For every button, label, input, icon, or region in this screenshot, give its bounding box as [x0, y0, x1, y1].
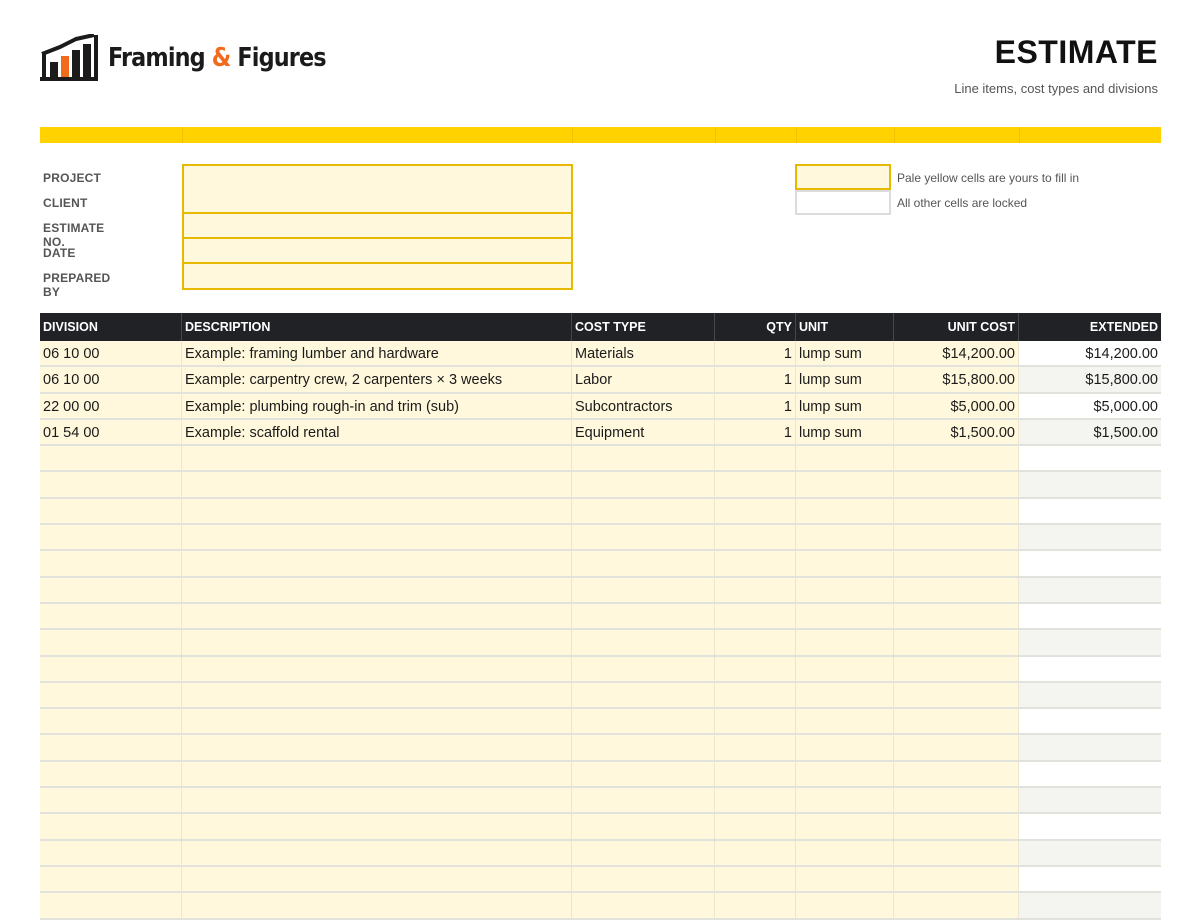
extended-cell — [1019, 525, 1161, 549]
description-cell[interactable] — [182, 525, 572, 549]
qty-cell[interactable] — [715, 814, 796, 838]
division-cell[interactable] — [40, 814, 182, 838]
cost-type-cell[interactable] — [572, 762, 715, 786]
unit-cost-cell[interactable] — [894, 525, 1019, 549]
division-cell[interactable] — [40, 499, 182, 523]
page-subtitle: Line items, cost types and divisions — [954, 81, 1158, 96]
unit-cost-cell[interactable] — [894, 578, 1019, 602]
unit-cost-cell[interactable] — [894, 841, 1019, 865]
division-cell[interactable] — [40, 551, 182, 575]
cost-type-cell[interactable] — [572, 446, 715, 470]
extended-cell: $5,000.00 — [1019, 394, 1161, 418]
table-row — [40, 420, 1161, 446]
division-cell[interactable] — [40, 683, 182, 707]
table-row — [40, 867, 1161, 893]
client-field[interactable] — [182, 189, 573, 214]
unit-cell[interactable]: lump sum — [796, 367, 894, 391]
unit-cell[interactable] — [796, 525, 894, 549]
division-cell[interactable] — [40, 867, 182, 891]
extended-cell — [1019, 788, 1161, 812]
description-cell[interactable]: Example: framing lumber and hardware — [182, 341, 572, 365]
legend-locked-text: All other cells are locked — [897, 196, 1028, 210]
date-field[interactable] — [182, 239, 573, 264]
description-cell[interactable] — [182, 893, 572, 917]
cost-type-cell[interactable] — [572, 630, 715, 654]
description-cell[interactable] — [182, 604, 572, 628]
table-row — [40, 814, 1161, 840]
qty-cell[interactable] — [715, 683, 796, 707]
division-cell[interactable] — [40, 604, 182, 628]
description-cell[interactable] — [182, 657, 572, 681]
unit-cell[interactable] — [796, 472, 894, 496]
description-cell[interactable] — [182, 578, 572, 602]
cost-type-cell[interactable] — [572, 551, 715, 575]
unit-cell[interactable] — [796, 762, 894, 786]
col-header-division: DIVISION — [40, 313, 182, 341]
cost-type-cell[interactable]: Materials — [572, 341, 715, 365]
description-cell[interactable] — [182, 814, 572, 838]
unit-cell[interactable] — [796, 788, 894, 812]
table-header — [40, 313, 1161, 341]
qty-cell[interactable] — [715, 657, 796, 681]
qty-cell[interactable] — [715, 499, 796, 523]
estimate-table — [40, 313, 1161, 920]
table-row — [40, 499, 1161, 525]
description-cell[interactable] — [182, 709, 572, 733]
cost-type-cell[interactable] — [572, 499, 715, 523]
qty-cell[interactable] — [715, 446, 796, 470]
description-cell[interactable] — [182, 551, 572, 575]
cost-type-cell[interactable]: Subcontractors — [572, 394, 715, 418]
table-row — [40, 578, 1161, 604]
unit-cost-cell[interactable] — [894, 657, 1019, 681]
extended-cell — [1019, 578, 1161, 602]
unit-cost-cell[interactable] — [894, 814, 1019, 838]
unit-cost-cell[interactable]: $15,800.00 — [894, 367, 1019, 391]
cost-type-cell[interactable] — [572, 841, 715, 865]
legend-fill-swatch — [795, 164, 891, 190]
division-cell[interactable]: 06 10 00 — [40, 341, 182, 365]
estimate-no-label: ESTIMATE NO. — [43, 221, 105, 249]
description-cell[interactable] — [182, 472, 572, 496]
legend-fill-text: Pale yellow cells are yours to fill in — [897, 171, 1080, 185]
division-cell[interactable]: 22 00 00 — [40, 394, 182, 418]
col-header-cost-type: COST TYPE — [572, 313, 715, 341]
unit-cost-cell[interactable] — [894, 709, 1019, 733]
division-cell[interactable] — [40, 657, 182, 681]
estimate-no-field[interactable] — [182, 214, 573, 239]
table-row — [40, 841, 1161, 867]
unit-cost-cell[interactable] — [894, 683, 1019, 707]
qty-cell[interactable] — [715, 578, 796, 602]
unit-cost-cell[interactable] — [894, 446, 1019, 470]
extended-cell — [1019, 630, 1161, 654]
table-row — [40, 762, 1161, 788]
qty-cell[interactable] — [715, 604, 796, 628]
col-header-unit-cost: UNIT COST — [894, 313, 1019, 341]
date-label: DATE — [43, 246, 76, 260]
unit-cost-cell[interactable] — [894, 472, 1019, 496]
table-row — [40, 472, 1161, 498]
qty-cell[interactable] — [715, 841, 796, 865]
prepared-by-label: PREPARED BY — [43, 271, 111, 299]
unit-cell[interactable] — [796, 604, 894, 628]
unit-cell[interactable] — [796, 446, 894, 470]
extended-cell — [1019, 762, 1161, 786]
unit-cell[interactable] — [796, 630, 894, 654]
header-accent-bar — [40, 127, 1161, 143]
description-cell[interactable] — [182, 841, 572, 865]
client-label: CLIENT — [43, 196, 88, 210]
extended-cell — [1019, 446, 1161, 470]
extended-cell — [1019, 709, 1161, 733]
unit-cell[interactable] — [796, 578, 894, 602]
project-field[interactable] — [182, 164, 573, 191]
table-row — [40, 788, 1161, 814]
unit-cost-cell[interactable]: $5,000.00 — [894, 394, 1019, 418]
qty-cell[interactable] — [715, 709, 796, 733]
qty-cell[interactable] — [715, 630, 796, 654]
description-cell[interactable] — [182, 762, 572, 786]
extended-cell — [1019, 867, 1161, 891]
unit-cost-cell[interactable] — [894, 630, 1019, 654]
qty-cell[interactable]: 1 — [715, 420, 796, 444]
extended-cell — [1019, 893, 1161, 917]
unit-cell[interactable] — [796, 814, 894, 838]
qty-cell[interactable]: 1 — [715, 394, 796, 418]
extended-cell — [1019, 657, 1161, 681]
unit-cell[interactable] — [796, 893, 894, 917]
table-row — [40, 709, 1161, 735]
division-cell[interactable] — [40, 630, 182, 654]
qty-cell[interactable] — [715, 762, 796, 786]
cost-type-cell[interactable] — [572, 867, 715, 891]
division-cell[interactable] — [40, 709, 182, 733]
cost-type-cell[interactable] — [572, 604, 715, 628]
table-row — [40, 630, 1161, 656]
unit-cell[interactable] — [796, 499, 894, 523]
division-cell[interactable] — [40, 893, 182, 917]
qty-cell[interactable] — [715, 551, 796, 575]
description-cell[interactable] — [182, 735, 572, 759]
description-cell[interactable] — [182, 867, 572, 891]
description-cell[interactable]: Example: carpentry crew, 2 carpenters × 3 weeks — [182, 367, 572, 391]
division-cell[interactable] — [40, 788, 182, 812]
extended-cell — [1019, 814, 1161, 838]
legend-locked-swatch — [795, 190, 891, 215]
table-row — [40, 893, 1161, 919]
description-cell[interactable]: Example: scaffold rental — [182, 420, 572, 444]
qty-cell[interactable] — [715, 525, 796, 549]
prepared-by-field[interactable] — [182, 264, 573, 290]
unit-cell[interactable] — [796, 709, 894, 733]
unit-cell[interactable] — [796, 867, 894, 891]
unit-cost-cell[interactable]: $14,200.00 — [894, 341, 1019, 365]
division-cell[interactable] — [40, 735, 182, 759]
cost-type-cell[interactable] — [572, 472, 715, 496]
description-cell[interactable] — [182, 446, 572, 470]
division-cell[interactable] — [40, 472, 182, 496]
extended-cell — [1019, 472, 1161, 496]
unit-cost-cell[interactable] — [894, 735, 1019, 759]
unit-cell[interactable] — [796, 551, 894, 575]
cost-type-cell[interactable] — [572, 683, 715, 707]
description-cell[interactable] — [182, 499, 572, 523]
qty-cell[interactable] — [715, 893, 796, 917]
col-header-unit: UNIT — [796, 313, 894, 341]
unit-cost-cell[interactable] — [894, 788, 1019, 812]
division-cell[interactable]: 06 10 00 — [40, 367, 182, 391]
cost-type-cell[interactable] — [572, 735, 715, 759]
cost-type-cell[interactable] — [572, 657, 715, 681]
extended-cell — [1019, 551, 1161, 575]
cost-type-cell[interactable] — [572, 788, 715, 812]
extended-cell — [1019, 841, 1161, 865]
table-row — [40, 683, 1161, 709]
extended-cell: $1,500.00 — [1019, 420, 1161, 444]
division-cell[interactable] — [40, 446, 182, 470]
unit-cost-cell[interactable] — [894, 604, 1019, 628]
cost-type-cell[interactable] — [572, 525, 715, 549]
qty-cell[interactable]: 1 — [715, 341, 796, 365]
description-cell[interactable] — [182, 683, 572, 707]
description-cell[interactable]: Example: plumbing rough-in and trim (sub) — [182, 394, 572, 418]
project-label: PROJECT — [43, 171, 102, 185]
table-row — [40, 657, 1161, 683]
brand-logo — [40, 34, 361, 82]
extended-cell — [1019, 735, 1161, 759]
cost-type-cell[interactable] — [572, 893, 715, 917]
table-row — [40, 367, 1161, 393]
unit-cell[interactable]: lump sum — [796, 341, 894, 365]
division-cell[interactable] — [40, 578, 182, 602]
unit-cell[interactable]: lump sum — [796, 394, 894, 418]
qty-cell[interactable] — [715, 472, 796, 496]
table-body — [40, 341, 1161, 920]
unit-cost-cell[interactable] — [894, 499, 1019, 523]
qty-cell[interactable] — [715, 735, 796, 759]
extended-cell: $14,200.00 — [1019, 341, 1161, 365]
table-row — [40, 551, 1161, 577]
cost-type-cell[interactable] — [572, 814, 715, 838]
unit-cell[interactable] — [796, 735, 894, 759]
unit-cell[interactable] — [796, 841, 894, 865]
table-row — [40, 735, 1161, 761]
cost-type-cell[interactable] — [572, 578, 715, 602]
table-row — [40, 394, 1161, 420]
description-cell[interactable] — [182, 788, 572, 812]
unit-cell[interactable]: lump sum — [796, 420, 894, 444]
bar-chart-logo-icon — [40, 34, 98, 82]
unit-cell[interactable] — [796, 657, 894, 681]
page-title: ESTIMATE — [994, 34, 1158, 70]
extended-cell — [1019, 499, 1161, 523]
col-header-qty: QTY — [715, 313, 796, 341]
extended-cell — [1019, 604, 1161, 628]
brand-name — [108, 43, 326, 73]
table-row — [40, 446, 1161, 472]
division-cell[interactable] — [40, 762, 182, 786]
unit-cost-cell[interactable] — [894, 893, 1019, 917]
extended-cell — [1019, 683, 1161, 707]
unit-cell[interactable] — [796, 683, 894, 707]
unit-cost-cell[interactable] — [894, 762, 1019, 786]
col-header-description: DESCRIPTION — [182, 313, 572, 341]
table-row — [40, 604, 1161, 630]
brand-name-part2: Figures — [237, 43, 326, 73]
unit-cost-cell[interactable] — [894, 551, 1019, 575]
division-cell[interactable]: 01 54 00 — [40, 420, 182, 444]
division-cell[interactable] — [40, 841, 182, 865]
extended-cell: $15,800.00 — [1019, 367, 1161, 391]
cost-type-cell[interactable]: Equipment — [572, 420, 715, 444]
brand-ampersand: & — [211, 43, 231, 73]
brand-name-part1: Framing — [108, 43, 205, 73]
unit-cost-cell[interactable]: $1,500.00 — [894, 420, 1019, 444]
qty-cell[interactable]: 1 — [715, 367, 796, 391]
description-cell[interactable] — [182, 630, 572, 654]
cost-type-cell[interactable] — [572, 709, 715, 733]
unit-cost-cell[interactable] — [894, 867, 1019, 891]
qty-cell[interactable] — [715, 867, 796, 891]
table-row — [40, 341, 1161, 367]
cost-type-cell[interactable]: Labor — [572, 367, 715, 391]
table-row — [40, 525, 1161, 551]
division-cell[interactable] — [40, 525, 182, 549]
qty-cell[interactable] — [715, 788, 796, 812]
col-header-extended: EXTENDED — [1089, 320, 1158, 334]
